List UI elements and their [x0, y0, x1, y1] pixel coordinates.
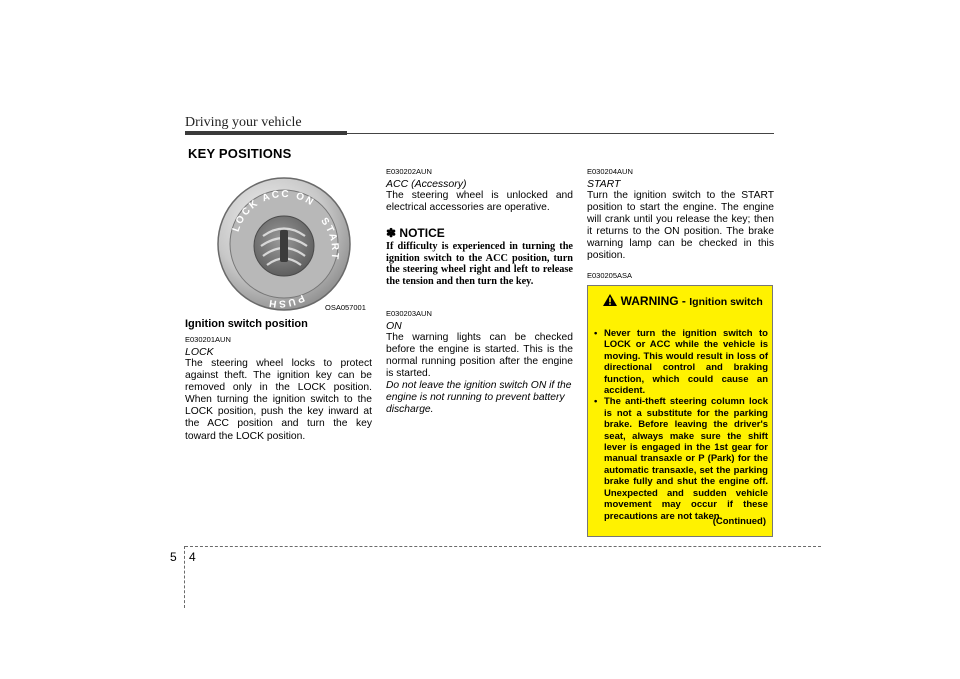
figure-caption: Ignition switch position: [185, 318, 308, 330]
acc-code: E030202AUN: [386, 167, 432, 176]
header-rule: [347, 133, 774, 134]
lock-code: E030201AUN: [185, 335, 231, 344]
lock-title: LOCK: [185, 346, 214, 358]
page-heading: KEY POSITIONS: [188, 146, 292, 161]
warning-box: [587, 285, 773, 537]
start-text: Turn the ignition switch to the START position to start the engine. The engine will crank until you release the key; then it returns to the ON position. The brake warning lamp can be checked in this position.: [587, 190, 774, 262]
lock-text: The steering wheel locks to protect against theft. The ignition key can be removed only in the LOCK position. When turning the ignition switch to the LOCK position, push the key inward at the ACC position and turn the key toward the LOCK position.: [185, 358, 372, 442]
on-title: ON: [386, 320, 402, 332]
ignition-switch-illustration: [185, 166, 373, 314]
footer-rule: [185, 546, 821, 547]
key-slot: [280, 230, 288, 262]
warning-continued: (Continued): [712, 516, 766, 527]
dial-label-bottom: PUSH: [266, 291, 306, 309]
start-code: E030204AUN: [587, 167, 633, 176]
warning-list: [592, 328, 768, 522]
header-bar: [185, 131, 347, 135]
figure-code: OSA057001: [325, 303, 366, 312]
notice-heading: [386, 226, 445, 240]
acc-title: ACC (Accessory): [386, 178, 467, 190]
warning-code: E030205ASA: [587, 271, 633, 280]
acc-text: The steering wheel is unlocked and electrical accessories are operative.: [386, 190, 573, 214]
page-number: 4: [189, 550, 196, 564]
footer-divider: [184, 546, 185, 608]
warning-header: [598, 294, 768, 309]
warning-item: • The anti-theft steering column lock is not a substitute for the parking brake. Before leaving the driver's seat, always make sure the shift lever is engaged in the 1st gear for manual transaxle or P (Park) for the automatic transaxle, set the parking brake fully and shut the engine off. Unexpected and sudden vehicle movement may occur if these precautions are not taken.: [592, 396, 768, 521]
start-title: START: [587, 178, 621, 190]
dial-label-lock-acc-on: LOCK ACC ON: [230, 188, 317, 234]
warning-item: • Never turn the ignition switch to LOCK or ACC while the vehicle is moving. This would result in loss of directional control and braking function, which could cause an accident.: [592, 328, 768, 396]
chapter-number: 5: [170, 550, 177, 564]
section-title: Driving your vehicle: [185, 115, 302, 130]
warning-subtitle: Ignition switch: [689, 296, 763, 308]
warning-triangle-icon: [603, 294, 617, 306]
dial-label-start: START: [318, 215, 341, 262]
on-text: The warning lights can be checked before the engine is started. This is the normal running position after the engine is started.: [386, 332, 573, 380]
notice-title: NOTICE: [399, 226, 445, 240]
on-code: E030203AUN: [386, 309, 432, 318]
notice-text: If difficulty is experienced in turning the ignition switch to the ACC position, turn the steering wheel right and left to release the tension and then turn the key.: [386, 241, 573, 287]
warning-title: WARNING -: [620, 294, 686, 308]
ignition-switch-figure: [185, 166, 373, 314]
notice-icon: ✽: [386, 226, 397, 240]
on-italic-text: Do not leave the ignition switch ON if the engine is not running to prevent battery discharge.: [386, 380, 572, 416]
